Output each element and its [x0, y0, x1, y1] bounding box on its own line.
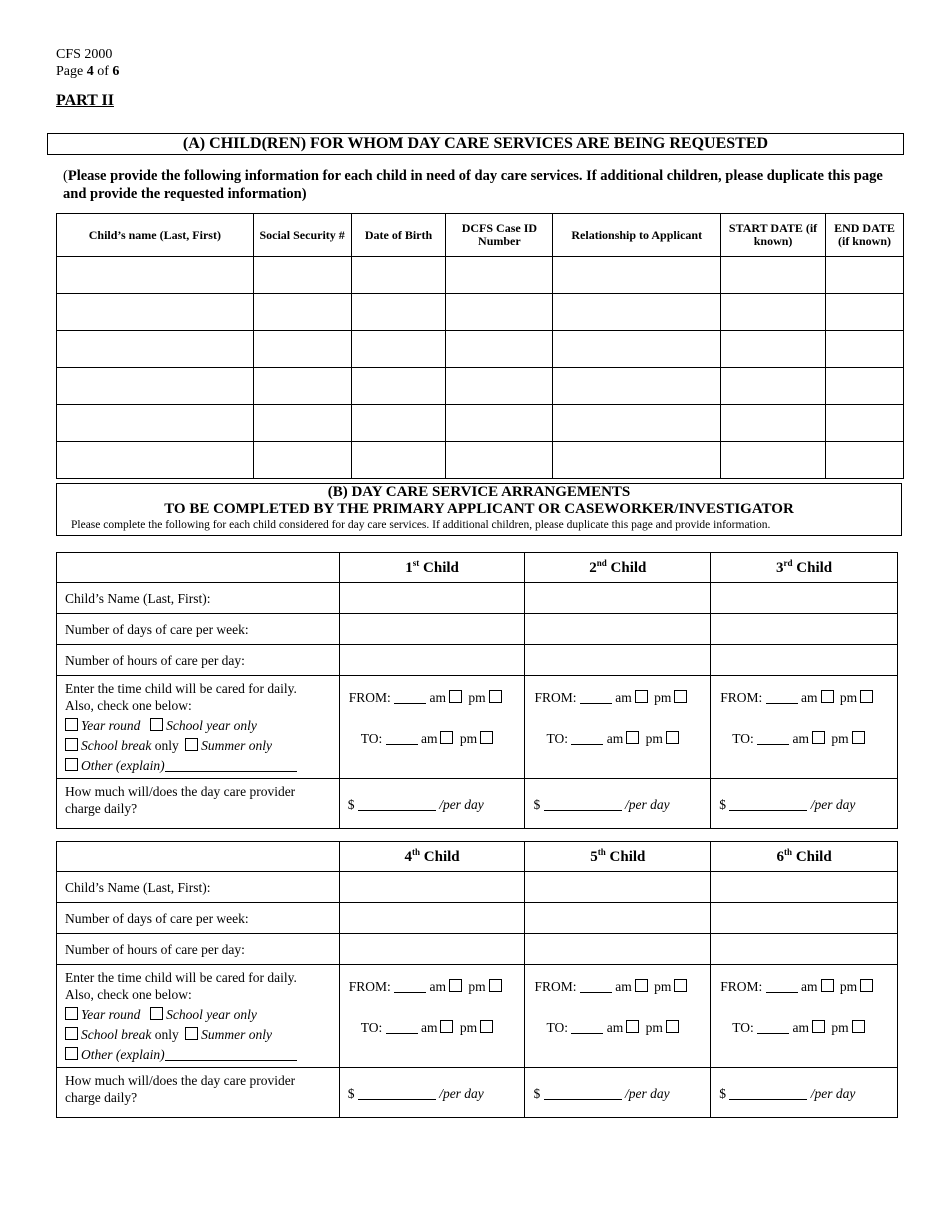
col-child-name: Child’s name (Last, First) [57, 214, 254, 257]
table-row[interactable] [57, 368, 904, 405]
table-row[interactable] [57, 405, 904, 442]
table-row[interactable] [57, 257, 904, 294]
child-column-header: 1st Child [339, 553, 525, 583]
child-header-row [57, 842, 898, 872]
child-column-header: 3rd Child [711, 553, 898, 583]
from-am-checkbox[interactable] [821, 979, 834, 992]
to-pm-checkbox[interactable] [852, 1020, 865, 1033]
schedule-cell [711, 676, 898, 779]
child-column-header: 4th Child [339, 842, 525, 872]
other-explain-field[interactable] [165, 771, 297, 772]
row-label-hours: Number of hours of care per day: [57, 934, 340, 965]
row-label-days: Number of days of care per week: [57, 903, 340, 934]
form-header [56, 46, 119, 80]
from-time-field[interactable] [580, 703, 612, 704]
other-explain-field[interactable] [165, 1060, 297, 1061]
daily-charge-cell: $ /per day [339, 779, 525, 829]
to-time-field[interactable] [386, 1033, 418, 1034]
row-label-charge: How much will/does the day care provider charge daily? [57, 779, 340, 829]
from-am-checkbox[interactable] [821, 690, 834, 703]
row-label-name: Child’s Name (Last, First): [57, 872, 340, 903]
days-field[interactable] [339, 903, 525, 934]
daily-charge-field[interactable] [544, 810, 622, 811]
from-am-checkbox[interactable] [449, 690, 462, 703]
schedule-cell [339, 676, 525, 779]
summer-checkbox[interactable] [185, 1027, 198, 1040]
to-time-field[interactable] [757, 1033, 789, 1034]
row-label-name: Child’s Name (Last, First): [57, 583, 340, 614]
from-time-field[interactable] [394, 992, 426, 993]
child-name-field[interactable] [339, 872, 525, 903]
section-b-note: Please complete the following for each child considered for day care services. If additional children, please duplicate this page and provide information. [71, 519, 771, 531]
school-break-checkbox[interactable] [65, 1027, 78, 1040]
hours-field[interactable] [525, 645, 711, 676]
col-start-date: START DATE (if known) [721, 214, 826, 257]
form-number: CFS 2000 [56, 47, 113, 62]
to-am-checkbox[interactable] [626, 1020, 639, 1033]
days-field[interactable] [525, 614, 711, 645]
arrangements-table-table1 [56, 552, 898, 829]
to-time: TO: am pm [341, 718, 524, 759]
days-field[interactable] [525, 903, 711, 934]
child-header-row [57, 553, 898, 583]
from-time: FROM: am pm [341, 677, 524, 718]
from-pm-checkbox[interactable] [674, 690, 687, 703]
section-b-title: (B) DAY CARE SERVICE ARRANGEMENTS [327, 484, 631, 500]
section-b-subtitle: TO BE COMPLETED BY THE PRIMARY APPLICANT OR CASEWORKER/INVESTIGATOR [164, 501, 794, 517]
child-name-field[interactable] [525, 583, 711, 614]
daily-charge-field[interactable] [358, 1099, 436, 1100]
to-pm-checkbox[interactable] [666, 731, 679, 744]
to-time: TO: am pm [526, 718, 709, 759]
daily-charge-field[interactable] [729, 810, 807, 811]
from-time: FROM: am pm [712, 966, 896, 1007]
daily-charge-field[interactable] [358, 810, 436, 811]
from-pm-checkbox[interactable] [489, 979, 502, 992]
to-time: TO: am pm [526, 1007, 709, 1048]
daily-charge-cell: $ /per day [525, 779, 711, 829]
schedule-cell [525, 676, 711, 779]
school-year-checkbox[interactable] [150, 1007, 163, 1020]
part-title: PART II [56, 92, 114, 109]
child-name-field[interactable] [711, 872, 898, 903]
daily-charge-cell: $ /per day [339, 1068, 525, 1118]
to-pm-checkbox[interactable] [666, 1020, 679, 1033]
to-time: TO: am pm [712, 1007, 896, 1048]
from-pm-checkbox[interactable] [489, 690, 502, 703]
to-time-field[interactable] [386, 744, 418, 745]
to-am-checkbox[interactable] [812, 1020, 825, 1033]
daily-charge-field[interactable] [729, 1099, 807, 1100]
year-round-checkbox[interactable] [65, 1007, 78, 1020]
from-pm-checkbox[interactable] [674, 979, 687, 992]
from-time-field[interactable] [766, 703, 798, 704]
from-pm-checkbox[interactable] [860, 979, 873, 992]
child-name-field[interactable] [525, 872, 711, 903]
from-time-field[interactable] [394, 703, 426, 704]
school-year-checkbox[interactable] [150, 718, 163, 731]
child-name-field[interactable] [339, 583, 525, 614]
child-column-header: 6th Child [711, 842, 898, 872]
col-case-id: DCFS Case ID Number [446, 214, 553, 257]
col-end-date: END DATE (if known) [826, 214, 904, 257]
row-label-schedule: Enter the time child will be cared for daily. Also, check one below: Year round School year only School break only Summer only Other (explain) [57, 676, 340, 779]
summer-checkbox[interactable] [185, 738, 198, 751]
row-label-days: Number of days of care per week: [57, 614, 340, 645]
hours-field[interactable] [525, 934, 711, 965]
other-checkbox[interactable] [65, 758, 78, 771]
child-name-field[interactable] [711, 583, 898, 614]
to-pm-checkbox[interactable] [480, 731, 493, 744]
page-indicator: Page 4 of 6 [56, 64, 120, 79]
daily-charge-cell: $ /per day [525, 1068, 711, 1118]
schedule-cell [339, 965, 525, 1068]
daily-charge-cell: $ /per day [711, 1068, 898, 1118]
from-time-field[interactable] [766, 992, 798, 993]
hours-field[interactable] [711, 934, 898, 965]
section-a-instruction: (Please provide the following information for each child in need of day care services. If additional children, please duplicate this page and provide the requested information) [63, 168, 883, 202]
col-dob: Date of Birth [351, 214, 446, 257]
from-time: FROM: am pm [341, 966, 524, 1007]
hours-field[interactable] [339, 934, 525, 965]
to-am-checkbox[interactable] [626, 731, 639, 744]
schedule-cell [525, 965, 711, 1068]
row-label-schedule: Enter the time child will be cared for daily. Also, check one below: Year round School year only School break only Summer only Other (explain) [57, 965, 340, 1068]
row-label-hours: Number of hours of care per day: [57, 645, 340, 676]
arrangements-table-table2 [56, 841, 898, 1118]
from-am-checkbox[interactable] [635, 690, 648, 703]
to-am-checkbox[interactable] [440, 731, 453, 744]
days-field[interactable] [711, 903, 898, 934]
from-pm-checkbox[interactable] [860, 690, 873, 703]
col-relationship: Relationship to Applicant [553, 214, 721, 257]
to-time-field[interactable] [757, 744, 789, 745]
schedule-cell [711, 965, 898, 1068]
table-row[interactable] [57, 331, 904, 368]
from-time: FROM: am pm [712, 677, 896, 718]
children-table [56, 213, 904, 479]
to-am-checkbox[interactable] [440, 1020, 453, 1033]
hours-field[interactable] [339, 645, 525, 676]
to-time-field[interactable] [571, 744, 603, 745]
table-row[interactable] [57, 294, 904, 331]
other-checkbox[interactable] [65, 1047, 78, 1060]
days-field[interactable] [339, 614, 525, 645]
col-ssn: Social Security # [253, 214, 351, 257]
to-time: TO: am pm [341, 1007, 524, 1048]
section-a-title: (A) CHILD(REN) FOR WHOM DAY CARE SERVICES ARE BEING REQUESTED [47, 133, 904, 155]
to-pm-checkbox[interactable] [480, 1020, 493, 1033]
row-label-charge: How much will/does the day care provider charge daily? [57, 1068, 340, 1118]
section-b-header [56, 483, 902, 536]
table-header-row [57, 214, 904, 257]
to-pm-checkbox[interactable] [852, 731, 865, 744]
child-column-header: 5th Child [525, 842, 711, 872]
daily-charge-field[interactable] [544, 1099, 622, 1100]
from-time: FROM: am pm [526, 966, 709, 1007]
hours-field[interactable] [711, 645, 898, 676]
school-break-checkbox[interactable] [65, 738, 78, 751]
year-round-checkbox[interactable] [65, 718, 78, 731]
from-am-checkbox[interactable] [449, 979, 462, 992]
child-column-header: 2nd Child [525, 553, 711, 583]
to-time: TO: am pm [712, 718, 896, 759]
to-time-field[interactable] [571, 1033, 603, 1034]
from-time: FROM: am pm [526, 677, 709, 718]
from-time-field[interactable] [580, 992, 612, 993]
daily-charge-cell: $ /per day [711, 779, 898, 829]
days-field[interactable] [711, 614, 898, 645]
table-row[interactable] [57, 442, 904, 479]
from-am-checkbox[interactable] [635, 979, 648, 992]
to-am-checkbox[interactable] [812, 731, 825, 744]
